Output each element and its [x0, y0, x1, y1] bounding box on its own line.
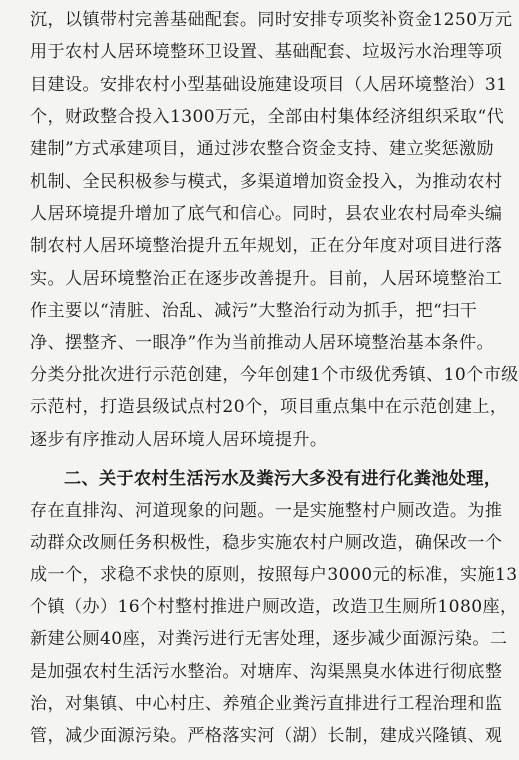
text-line: 人居环境提升增加了底气和信心。同时，县农业农村局牵头编	[30, 204, 503, 224]
text-line: 制农村人居环境整治提升五年规划，正在分年度对项目进行落	[30, 236, 503, 256]
text-line: 治，对集镇、中心村庄、养殖企业粪污直排进行工程治理和监	[30, 694, 503, 714]
text-line: 逐步有序推动人居环境人居环境提升。	[30, 430, 328, 450]
text-line: 目建设。安排农村小型基础设施建设项目（人居环境整治）31	[30, 75, 508, 95]
text-line: 动群众改厕任务积极性，稳步实施农村户厕改造，确保改一个	[30, 533, 503, 553]
text-line: 实。人居环境整治正在逐步改善提升。目前，人居环境整治工	[30, 269, 503, 289]
text-line: 新建公厕40座，对粪污进行无害处理，逐步减少面源污染。二	[30, 629, 508, 649]
text-line: 分类分批次进行示范创建，今年创建1个市级优秀镇、10个市级	[30, 365, 519, 385]
text-line: 建制”方式承建项目，通过涉农整合资金支持、建立奖惩激励	[30, 139, 494, 159]
text-line: 作主要以“清脏、治乱、减污”大整治行动为抓手，把“扫干	[30, 301, 478, 321]
text-line: 个镇（办）16个村整村推进户厕改造，改造卫生厕所1080座，	[30, 597, 518, 617]
text-line: 净、摆整齐、一眼净”作为当前推动人居环境整治基本条件。	[30, 333, 494, 353]
section-heading: 二、关于农村生活污水及粪污大多没有进行化粪池处理，	[64, 469, 502, 489]
text-line: 机制、全民积极参与模式，多渠道增加资金投入，为推动农村	[30, 172, 503, 192]
text-line: 存在直排沟、河道现象的问题。一是实施整村户厕改造。为推	[30, 501, 503, 521]
text-line: 沉，以镇带村完善基础配套。同时安排专项奖补资金1250万元	[30, 10, 513, 30]
text-line: 管，减少面源污染。严格落实河（湖）长制，建成兴隆镇、观	[30, 726, 503, 746]
text-line: 个，财政整合投入1300万元，全部由村集体经济组织采取“代	[30, 107, 505, 127]
text-line: 用于农村人居环境整环卫设置、基础配套、垃圾污水治理等项	[30, 42, 503, 62]
text-line: 是加强农村生活污水整治。对塘库、沟渠黑臭水体进行彻底整	[30, 662, 503, 682]
text-line: 示范村，打造县级试点村20个，项目重点集中在示范创建上，	[30, 397, 508, 417]
text-line: 成一个，求稳不求快的原则，按照每户3000元的标准，实施13	[30, 565, 518, 585]
